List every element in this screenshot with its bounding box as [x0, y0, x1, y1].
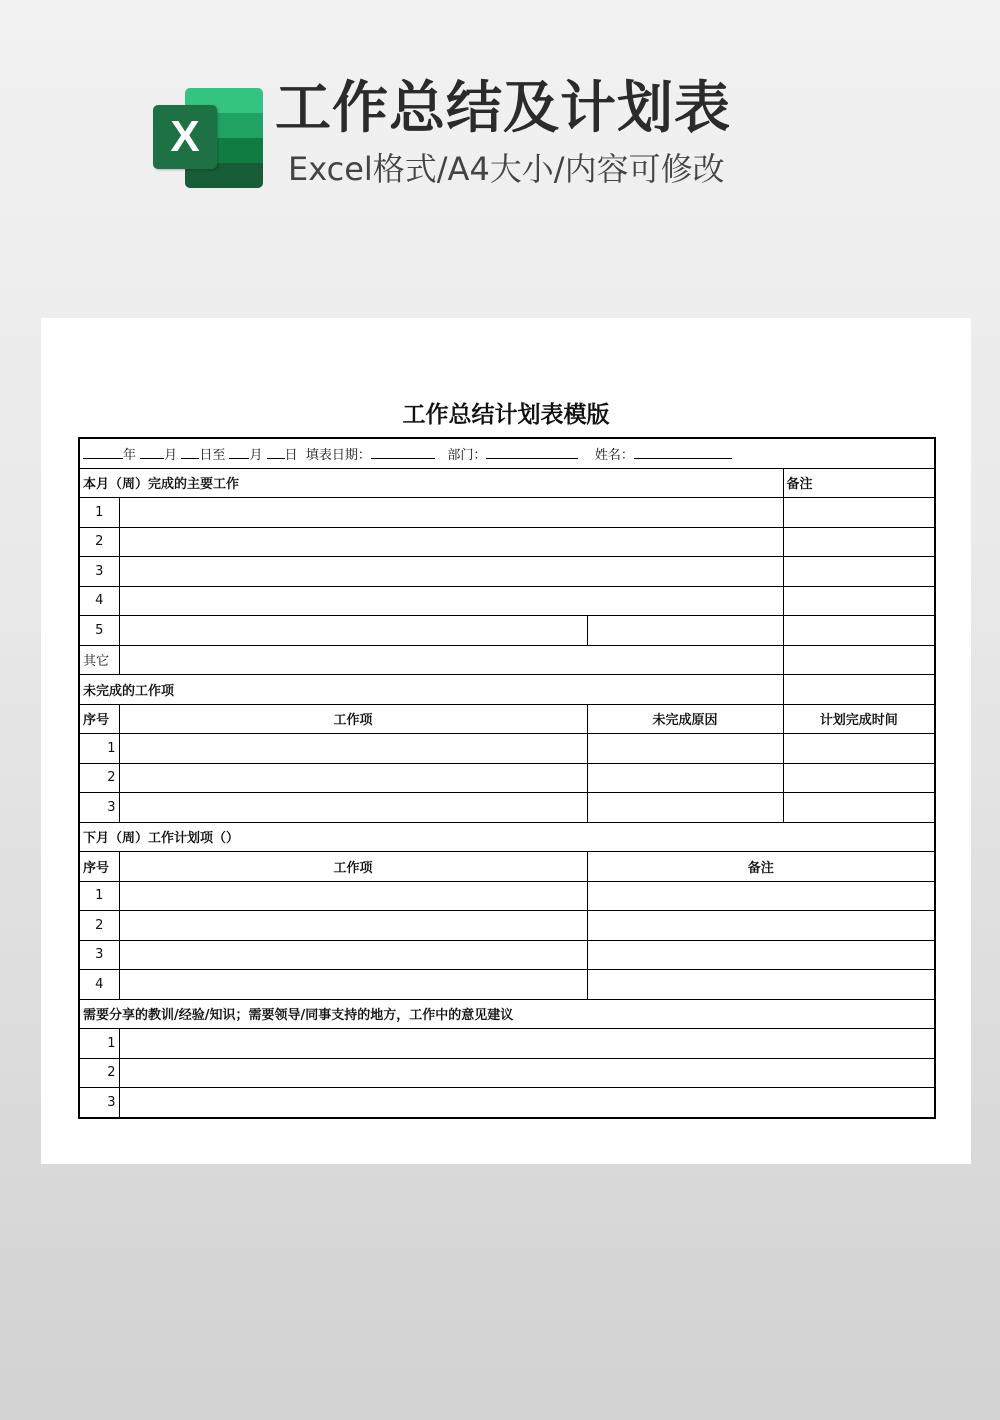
- table-row: [79, 793, 935, 823]
- table-row: [79, 586, 935, 616]
- row-number: 5: [79, 616, 119, 646]
- row-number: 1: [79, 1029, 119, 1059]
- column-header-seq: 序号: [79, 852, 119, 882]
- row-number: 2: [79, 911, 119, 941]
- work-cell[interactable]: [119, 793, 587, 823]
- reason-cell[interactable]: [587, 763, 783, 793]
- remark-cell[interactable]: [783, 498, 935, 528]
- remark-cell[interactable]: [587, 970, 935, 1000]
- work-cell-extra[interactable]: [587, 616, 783, 646]
- section2-header-blank: [783, 675, 935, 705]
- reason-cell[interactable]: [587, 793, 783, 823]
- day-blank[interactable]: [181, 446, 199, 459]
- row-number: 3: [79, 1088, 119, 1118]
- table-row: [79, 911, 935, 941]
- year-blank[interactable]: [83, 446, 123, 459]
- work-cell[interactable]: [119, 616, 587, 646]
- section1-remark-header: 备注: [783, 468, 935, 498]
- day2-label: 日: [284, 447, 298, 463]
- remark-cell[interactable]: [783, 616, 935, 646]
- name-blank[interactable]: [634, 446, 732, 459]
- row-number: 3: [79, 793, 119, 823]
- section3-column-headers: [79, 852, 935, 882]
- row-number: 3: [79, 557, 119, 587]
- plan-time-cell[interactable]: [783, 734, 935, 764]
- section3-title: 下月（周）工作计划项（）: [79, 822, 935, 852]
- column-header-work: 工作项: [119, 704, 587, 734]
- section2-title: 未完成的工作项: [79, 675, 783, 705]
- row-number: 1: [79, 498, 119, 528]
- excel-x-badge: X: [153, 105, 217, 169]
- column-header-remark: 备注: [587, 852, 935, 882]
- work-cell[interactable]: [119, 970, 587, 1000]
- remark-cell[interactable]: [783, 586, 935, 616]
- table-row: [79, 881, 935, 911]
- other-cell[interactable]: [119, 645, 783, 675]
- feedback-cell[interactable]: [119, 1058, 935, 1088]
- column-header-work: 工作项: [119, 852, 587, 882]
- dept-label: 部门：: [447, 447, 487, 463]
- row-number: 3: [79, 940, 119, 970]
- section2-column-headers: [79, 704, 935, 734]
- section1-header-row: [79, 468, 935, 498]
- work-cell[interactable]: [119, 527, 783, 557]
- work-cell[interactable]: [119, 911, 587, 941]
- section4-title: 需要分享的教训/经验/知识；需要领导/同事支持的地方，工作中的意见建议: [79, 999, 935, 1029]
- column-header-reason: 未完成原因: [587, 704, 783, 734]
- feedback-cell[interactable]: [119, 1088, 935, 1118]
- page-title: 工作总结及计划表: [275, 76, 731, 141]
- work-cell[interactable]: [119, 586, 783, 616]
- table-row: [79, 645, 935, 675]
- day-to-label: 日至: [199, 447, 226, 463]
- table-row: [79, 527, 935, 557]
- section1-title: 本月（周）完成的主要工作: [79, 468, 783, 498]
- work-cell[interactable]: [119, 763, 587, 793]
- row-number: 2: [79, 527, 119, 557]
- page-subtitle: Excel格式/A4大小/内容可修改: [288, 150, 725, 188]
- remark-cell[interactable]: [587, 911, 935, 941]
- row-number: 4: [79, 586, 119, 616]
- excel-logo-icon: [153, 88, 263, 188]
- row-number: 1: [79, 734, 119, 764]
- work-cell[interactable]: [119, 940, 587, 970]
- section4-header-row: [79, 999, 935, 1029]
- month2-label: 月: [249, 447, 263, 463]
- table-row: [79, 557, 935, 587]
- other-label: 其它: [79, 645, 119, 675]
- work-plan-table: [78, 437, 936, 1119]
- work-cell[interactable]: [119, 498, 783, 528]
- table-row: [79, 1029, 935, 1059]
- day2-blank[interactable]: [267, 446, 285, 459]
- month-blank[interactable]: [140, 446, 164, 459]
- remark-cell[interactable]: [783, 527, 935, 557]
- table-row: [79, 940, 935, 970]
- plan-time-cell[interactable]: [783, 763, 935, 793]
- fill-date-label: 填表日期：: [305, 447, 371, 463]
- section2-header-row: [79, 675, 935, 705]
- column-header-seq: 序号: [79, 704, 119, 734]
- table-row: [79, 1088, 935, 1118]
- row-number: 2: [79, 1058, 119, 1088]
- table-row: [79, 734, 935, 764]
- info-row: [79, 438, 935, 468]
- row-number: 2: [79, 763, 119, 793]
- work-cell[interactable]: [119, 881, 587, 911]
- row-number: 1: [79, 881, 119, 911]
- fill-date-blank[interactable]: [371, 446, 435, 459]
- table-row: [79, 970, 935, 1000]
- remark-cell[interactable]: [783, 557, 935, 587]
- name-label: 姓名：: [594, 447, 634, 463]
- month-label: 月: [164, 447, 178, 463]
- table-row: [79, 1058, 935, 1088]
- remark-cell[interactable]: [783, 645, 935, 675]
- month2-blank[interactable]: [229, 446, 249, 459]
- section3-header-row: [79, 822, 935, 852]
- table-row: [79, 616, 935, 646]
- document-preview: [41, 318, 971, 1164]
- document-title: 工作总结计划表模版: [402, 402, 610, 428]
- remark-cell[interactable]: [587, 940, 935, 970]
- row-number: 4: [79, 970, 119, 1000]
- plan-time-cell[interactable]: [783, 793, 935, 823]
- year-label: 年: [123, 447, 137, 463]
- feedback-cell[interactable]: [119, 1029, 935, 1059]
- work-cell[interactable]: [119, 734, 587, 764]
- dept-blank[interactable]: [486, 446, 578, 459]
- table-row: [79, 763, 935, 793]
- work-cell[interactable]: [119, 557, 783, 587]
- column-header-plan-time: 计划完成时间: [783, 704, 935, 734]
- remark-cell[interactable]: [587, 881, 935, 911]
- table-row: [79, 498, 935, 528]
- reason-cell[interactable]: [587, 734, 783, 764]
